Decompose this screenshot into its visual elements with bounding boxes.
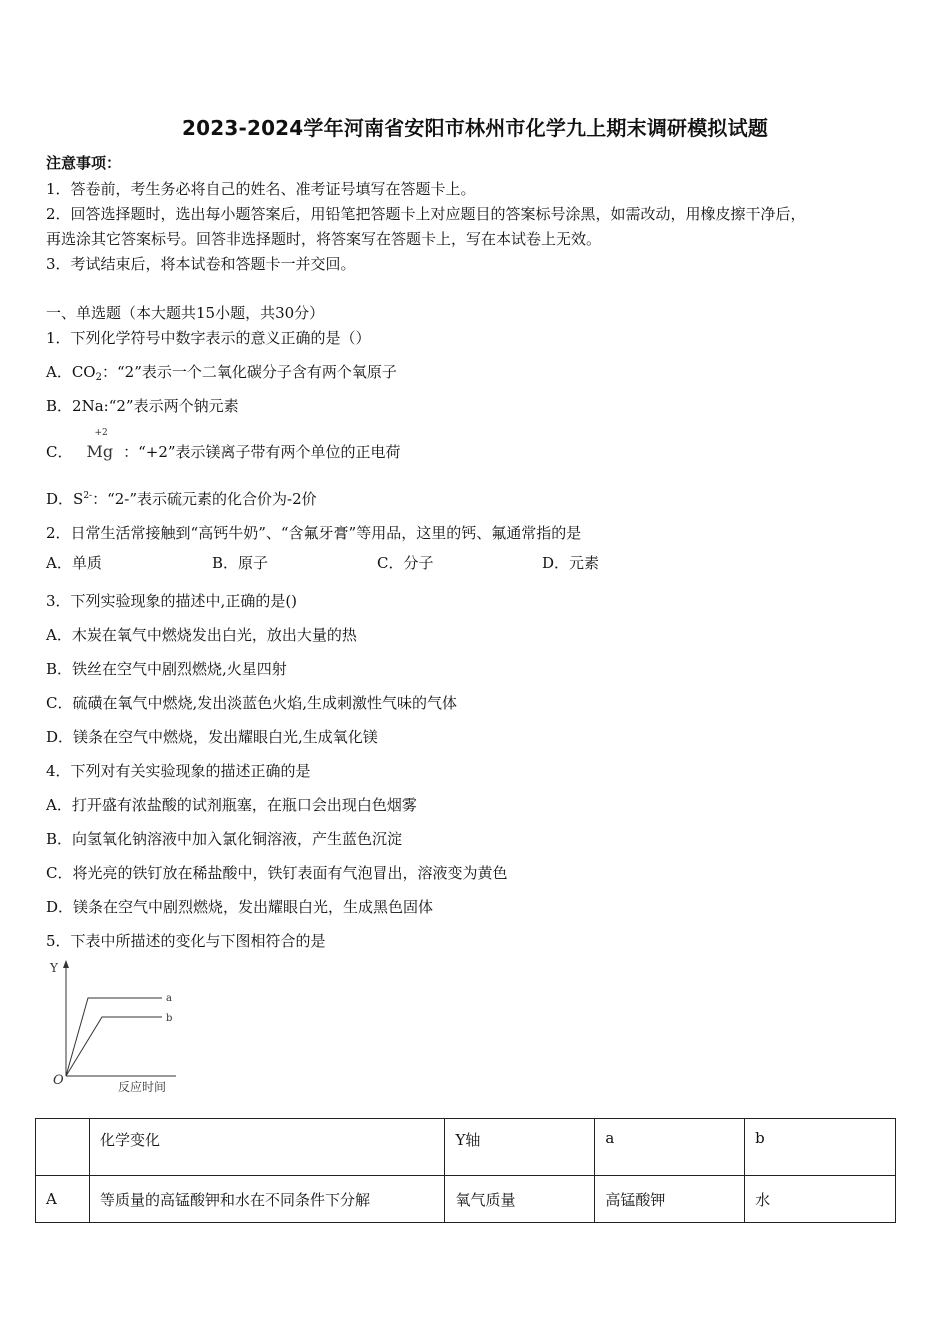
question-4-stem: 4．下列对有关实验现象的描述正确的是 [46,762,311,780]
reaction-graph [46,958,186,1096]
question-3-stem: 3．下列实验现象的描述中,正确的是() [46,592,298,610]
option-label: C． [46,443,73,461]
y-axis-arrow-icon [63,960,69,968]
table-header-cell: a [595,1119,745,1176]
table-cell: A [36,1176,90,1223]
notice-item: 1．答卷前，考生务必将自己的姓名、准考证号填写在答题卡上。 [46,180,476,198]
question-1-option-d [46,488,317,509]
subscript: 2 [95,372,102,383]
question-4-option-b: B．向氢氧化钠溶液中加入氯化铜溶液，产生蓝色沉淀 [46,830,403,848]
question-5-stem: 5．下表中所描述的变化与下图相符合的是 [46,932,326,950]
mg-symbol [86,428,114,461]
origin-label: O [53,1073,64,1088]
question-1-stem: 1．下列化学符号中数字表示的意义正确的是（） [46,329,371,347]
page-title: 2023-2024学年河南省安阳市林州市化学九上期末调研模拟试题 [181,116,769,140]
table-cell: 等质量的高锰酸钾和水在不同条件下分解 [89,1176,445,1223]
question-2-option-c: C．分子 [377,554,434,572]
option-label: A．CO [46,363,96,381]
element-symbol: Mg [86,442,114,461]
line-a-label: a [166,993,172,1004]
question-2-option-b: B．原子 [212,554,269,572]
superscript: 2- [83,491,93,501]
table-header-cell: b [745,1119,896,1176]
question-1-option-b: B．2Na:“2”表示两个钠元素 [46,397,239,415]
notice-item: 再选涂其它答案标号。回答非选择题时，将答案写在答题卡上，写在本试卷上无效。 [46,230,602,248]
question-3-option-a: A．木炭在氧气中燃烧发出白光，放出大量的热 [46,626,357,644]
question-2-option-a: A．单质 [46,554,102,572]
line-b-label: b [166,1013,173,1024]
question-4-option-c: C．将光亮的铁钉放在稀盐酸中，铁钉表面有气泡冒出，溶液变为黄色 [46,864,508,882]
question-1-option-c [46,428,401,462]
charge-label: +2 [94,428,108,438]
table-row [36,1176,896,1223]
table-header-cell: Y轴 [445,1119,595,1176]
question-2-stem: 2．日常生活常接触到“高钙牛奶”、“含氟牙膏”等用品，这里的钙、氟通常指的是 [46,524,582,542]
line-a [66,998,162,1076]
question-2-options [46,552,806,576]
table-cell: 水 [745,1176,896,1223]
question-1-option-a [46,361,397,382]
question-2-option-d: D．元素 [542,554,600,572]
y-axis-label: Y [50,961,58,975]
option-text: ：“+2”表示镁离子带有两个单位的正电荷 [123,443,401,461]
option-text: ：“2-”表示硫元素的化合价为-2价 [92,490,317,508]
option-text: ：“2”表示一个二氧化碳分子含有两个氧原子 [101,363,397,381]
table-header-cell [36,1119,90,1176]
table-header-cell: 化学变化 [89,1119,445,1176]
notice-item: 2．回答选择题时，选出每小题答案后，用铅笔把答题卡上对应题目的答案标号涂黑，如需改动，用橡皮擦干净后， [46,205,806,223]
x-axis-label: 反应时间 [118,1080,167,1094]
table-cell: 氧气质量 [445,1176,595,1223]
question-3-option-d: D．镁条在空气中燃烧，发出耀眼白光,生成氧化镁 [46,728,378,746]
question-3-option-c: C．硫磺在氧气中燃烧,发出淡蓝色火焰,生成刺激性气味的气体 [46,694,458,712]
notice-item: 3．考试结束后，将本试卷和答题卡一并交回。 [46,255,356,273]
notice-heading: 注意事项： [46,154,122,172]
question-3-option-b: B．铁丝在空气中剧烈燃烧,火星四射 [46,660,287,678]
question-4-option-a: A．打开盛有浓盐酸的试剂瓶塞，在瓶口会出现白色烟雾 [46,796,417,814]
section-heading: 一、单选题（本大题共15小题，共30分） [46,304,325,322]
table-header-row [36,1119,896,1176]
question-4-option-d: D．镁条在空气中剧烈燃烧，发出耀眼白光，生成黑色固体 [46,898,434,916]
question-5-table [35,1118,896,1223]
table-cell: 高锰酸钾 [595,1176,745,1223]
option-label: D．S [46,490,84,508]
